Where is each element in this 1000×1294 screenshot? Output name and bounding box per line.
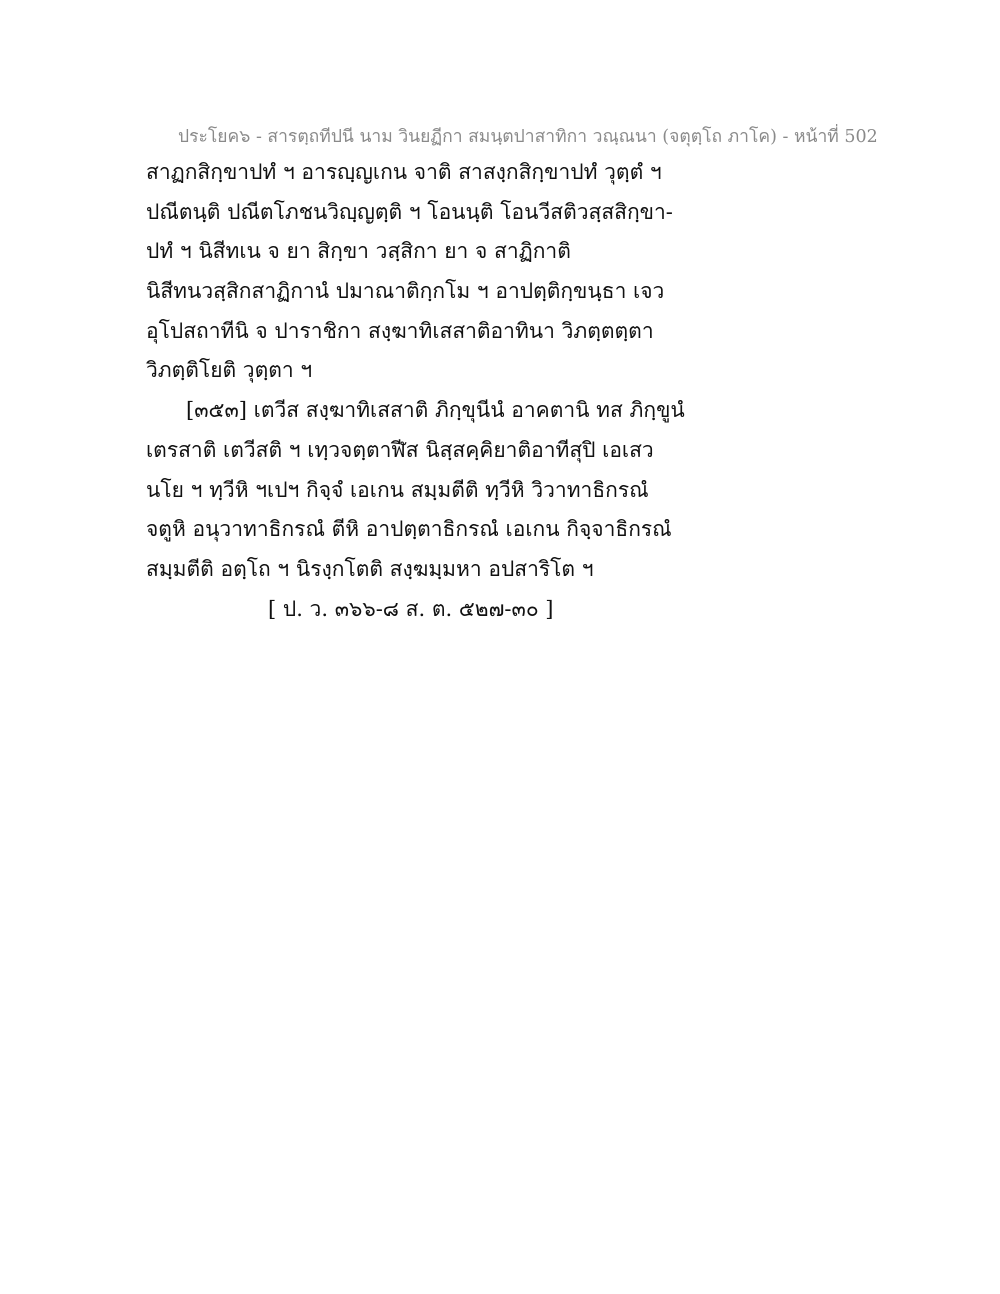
- running-header: ประโยค๖ - สารตฺถทีปนี นาม วินยฏีกา สมนฺตปาสาทิกา วณฺณนา (จตุตฺโถ ภาโค) - หน้าที่ 502: [178, 127, 878, 147]
- text-line: ปทํ ฯ นิสีทเน จ ยา สิกฺขา วสฺสิกา ยา จ สาฏิกาติ: [146, 239, 571, 264]
- paragraph-1: [146, 153, 946, 391]
- text-line: ปณีตนฺติ ปณีตโภชนวิญฺญตฺติ ฯ โอนนฺติ โอนวีสติวสฺสสิกฺขา-: [146, 199, 673, 224]
- text-line: นิสีทนวสฺสิกสาฏิกานํ ปมาณาติกฺกโม ฯ อาปตฺติกฺขนฺธา เจว: [146, 279, 665, 304]
- text-line: อุโปสถาทีนิ จ ปาราชิกา สงฺฆาทิเสสาติอาทินา วิภตฺตตฺตา: [146, 318, 654, 343]
- body-text: [146, 153, 946, 629]
- text-line: จตูหิ อนุวาทาธิกรณํ ตีหิ อาปตฺตาธิกรณํ เอเกน กิจฺจาธิกรณํ: [146, 517, 672, 542]
- text-line: สมฺมตีติ อตฺโถ ฯ นิรงฺกโตติ สงฺฆมฺมหา อปสาริโต ฯ: [146, 556, 594, 581]
- reference-citation: [ ป. ว. ๓๖๖-๘ ส. ต. ๕๒๗-๓๐ ]: [268, 596, 554, 621]
- text-line: [๓๕๓] เตวีส สงฺฆาทิเสสาติ ภิกฺขุนีนํ อาคตานิ ทส ภิกฺขูนํ: [186, 398, 685, 423]
- text-line: นโย ฯ ทฺวีหิ ฯเปฯ กิจฺจํ เอเกน สมฺมตีติ ทฺวีหิ วิวาทาธิกรณํ: [146, 477, 649, 502]
- paragraph-2: [146, 391, 946, 589]
- text-line: วิภตฺติโยติ วุตฺตา ฯ: [146, 358, 313, 383]
- text-line: สาฏกสิกฺขาปทํ ฯ อารญฺญเกน จาติ สาสงฺกสิกฺขาปทํ วุตฺตํ ฯ: [146, 160, 662, 184]
- text-line: เตรสาติ เตวีสติ ฯ เทฺวจตฺตาฬีส นิสฺสคฺคิยาติอาทีสุปิ เอเสว: [146, 437, 654, 462]
